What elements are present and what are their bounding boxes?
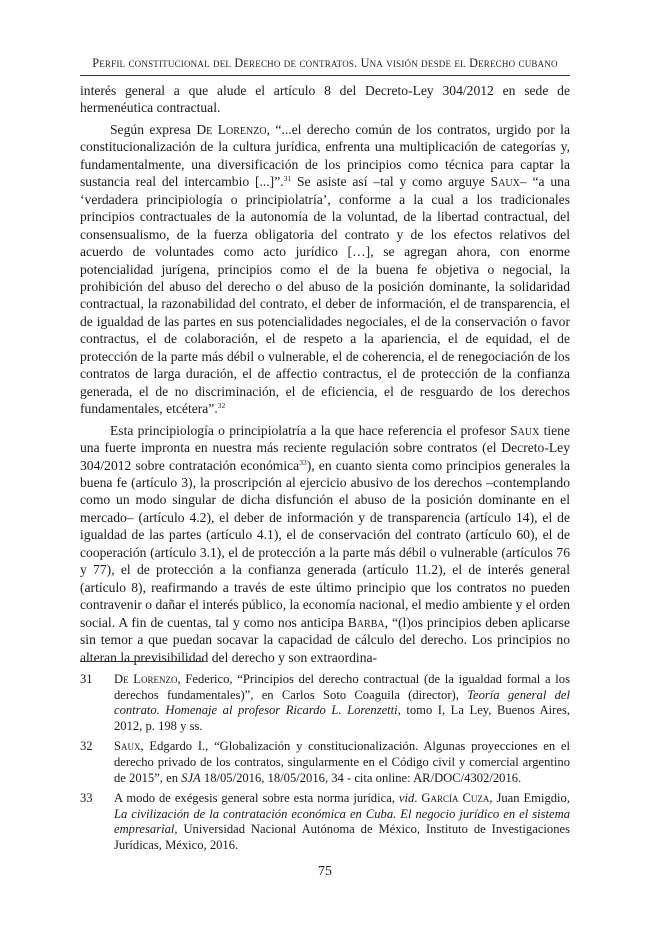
- p3-pre: Esta principiología o principiolatría a la que hace referencia el profesor: [110, 422, 511, 438]
- footnote-text-post: , tomo I, La Ley, Buenos Aires, 2012, p. 198 y ss.: [114, 703, 570, 733]
- footnote-text-post: 18/05/2016, 18/05/2016, 34 - cita online: AR/DOC/4302/2016.: [200, 770, 522, 785]
- footnote-text: [114, 672, 570, 734]
- footnote-text-post: Universidad Nacional Autónoma de México, Instituto de Investigaciones Jurídicas, México, 2016.: [114, 822, 570, 852]
- footnote-dot: .: [414, 791, 422, 806]
- p3-text-b: ), en cuanto sienta como principios generales la buena fe (artículo 3), la proscripción al ejercicio abusivo de los derechos –contemplando como un modo singular de dicha disfunción el abuso de la posición dominante en el mercado– (artículo 4.2), el deber de información y de transparencia (artículo 14), el de igualdad de las partes (artículo 4.1), el de conservación del contrato (artículo 60), el de cooperación (artículo 3.1), el de protección a la parte más débil o vulnerable (artículos 76 y 77), el de protección a la confianza generada (artículo 11.2), el de interés general (artículo 8), reafirmando a través de este último principio que los contratos no pueden contravenir o dañar el interés público, la economía nacional, el medio ambiente y el orden social. A fin de cuentas, tal y como nos anticipa: [80, 457, 570, 630]
- body-text: [80, 82, 570, 666]
- footnote-ref-32[interactable]: 32: [217, 401, 226, 411]
- footnote-number: 31: [80, 672, 93, 686]
- footnote-vid: vid: [398, 791, 415, 806]
- page-number: 75: [318, 864, 332, 879]
- author-saux: Saux: [490, 174, 520, 190]
- paragraph-1: interés general a que alude el artículo 8 del Decreto-Ley 304/2012 en sede de hermenéutica contractual.: [80, 83, 570, 116]
- footnote-author: García Cuza: [421, 791, 490, 806]
- p2-text-a: , “...el derecho común de los contratos, urgido por la constitucionalización de la cultura jurídica, enfrenta una multiplicación de categorías y, fundamentalmente, una diversificación de los principios como técnica para captar la sustancia real del intercambio [...]”.: [80, 121, 570, 190]
- footnote-31: [80, 672, 570, 734]
- author-barba: Barba: [347, 614, 385, 630]
- footnote-rule: [80, 661, 203, 662]
- footnote-title: Teoría general del contrato. Homenaje al profesor Ricardo L. Lorenzetti: [114, 687, 570, 718]
- p3-text-a: tiene una fuerte impronta en nuestra más reciente regulación sobre contratos (el Decreto-Ley 304/2012 sobre contratación económica: [80, 422, 570, 473]
- footnote-text: [114, 791, 570, 853]
- footnote-text-pre: , Federico, “Principios del derecho contractual (de la igualdad formal a los derechos fundamentales)”, en Carlos Soto Coaguila (director),: [114, 672, 570, 702]
- footnote-text: [114, 739, 570, 786]
- paragraph-2: [80, 121, 570, 418]
- p2-text-b: Se asiste así –tal y como arguye: [291, 174, 491, 190]
- footnotes: [80, 672, 570, 859]
- footnote-33: [80, 791, 570, 853]
- footnote-title: La civilización de la contratación económica en Cuba. El negocio jurídico en el sistema empresarial,: [114, 806, 570, 837]
- footnote-number: 33: [80, 791, 93, 806]
- p2-text-c: – “a una ‘verdadera principiología o principiolatría’, conforme a la cual a los tradicionales principios contractuales de la autonomía de la voluntad, de la libertad contractual, del consensualismo, de la fuerza obligatoria del contrato y de los efectos relativos del acuerdo de voluntades como acto jurídico […], se agregan ahora, con enorme potencialidad jurígena, principios como el de la buena fe objetiva o negocial, la prohibición del abuso del derecho o del abuso de la posición dominante, la solidaridad contractual, la razonabilidad del contrato, el deber de información, el de transparencia, el de igualdad de las partes en sus potencialidades negociales, el de la conservación o favor contractus, el de colaboración, el de respeto a la apariencia, el de equidad, el de protección de la parte más débil o vulnerable, el de coherencia, el de renegociación de los contratos de larga duración, el de affectio contractus, el de protección de la confianza generada, el de no discriminación, el de eficiencia, el de resguardo de los derechos fundamentales, etcétera”.: [80, 174, 570, 417]
- running-head: Perfil constitucional del Derecho de contratos. Una visión desde el Derecho cubano: [92, 56, 558, 70]
- footnote-text-pre: , Juan Emigdio,: [489, 791, 571, 806]
- p3-text-c: , “(l)os principios deben aplicarse sin temor a que puedan socavar la capacidad de cálculo del derecho. Los principios no alteran la previsibilidad del derecho y son extraordina-: [80, 614, 570, 665]
- footnote-text-pre: , Edgardo I., “Globalización y constitucionalización. Algunas proyecciones en el derecho privado de los contratos, singularmente en el Código civil y comercial argentino de 2015”, en: [114, 739, 570, 785]
- footnote-32: [80, 739, 570, 786]
- footnote-author: Saux: [114, 739, 141, 754]
- header-rule: [80, 75, 570, 76]
- author-saux-2: Saux: [510, 422, 540, 438]
- footnote-text-lead: A modo de exégesis general sobre esta norma jurídica,: [114, 791, 399, 806]
- p2-pre: Según expresa: [110, 121, 197, 137]
- author-de-lorenzo: De Lorenzo: [196, 121, 267, 137]
- footnote-ref-31[interactable]: 31: [283, 174, 292, 184]
- footnote-author: De Lorenzo: [114, 672, 178, 686]
- footnote-number: 32: [80, 739, 93, 754]
- footnote-title: SJA: [181, 770, 201, 785]
- footnote-ref-33[interactable]: 33: [299, 457, 307, 467]
- paragraph-3: [80, 422, 570, 666]
